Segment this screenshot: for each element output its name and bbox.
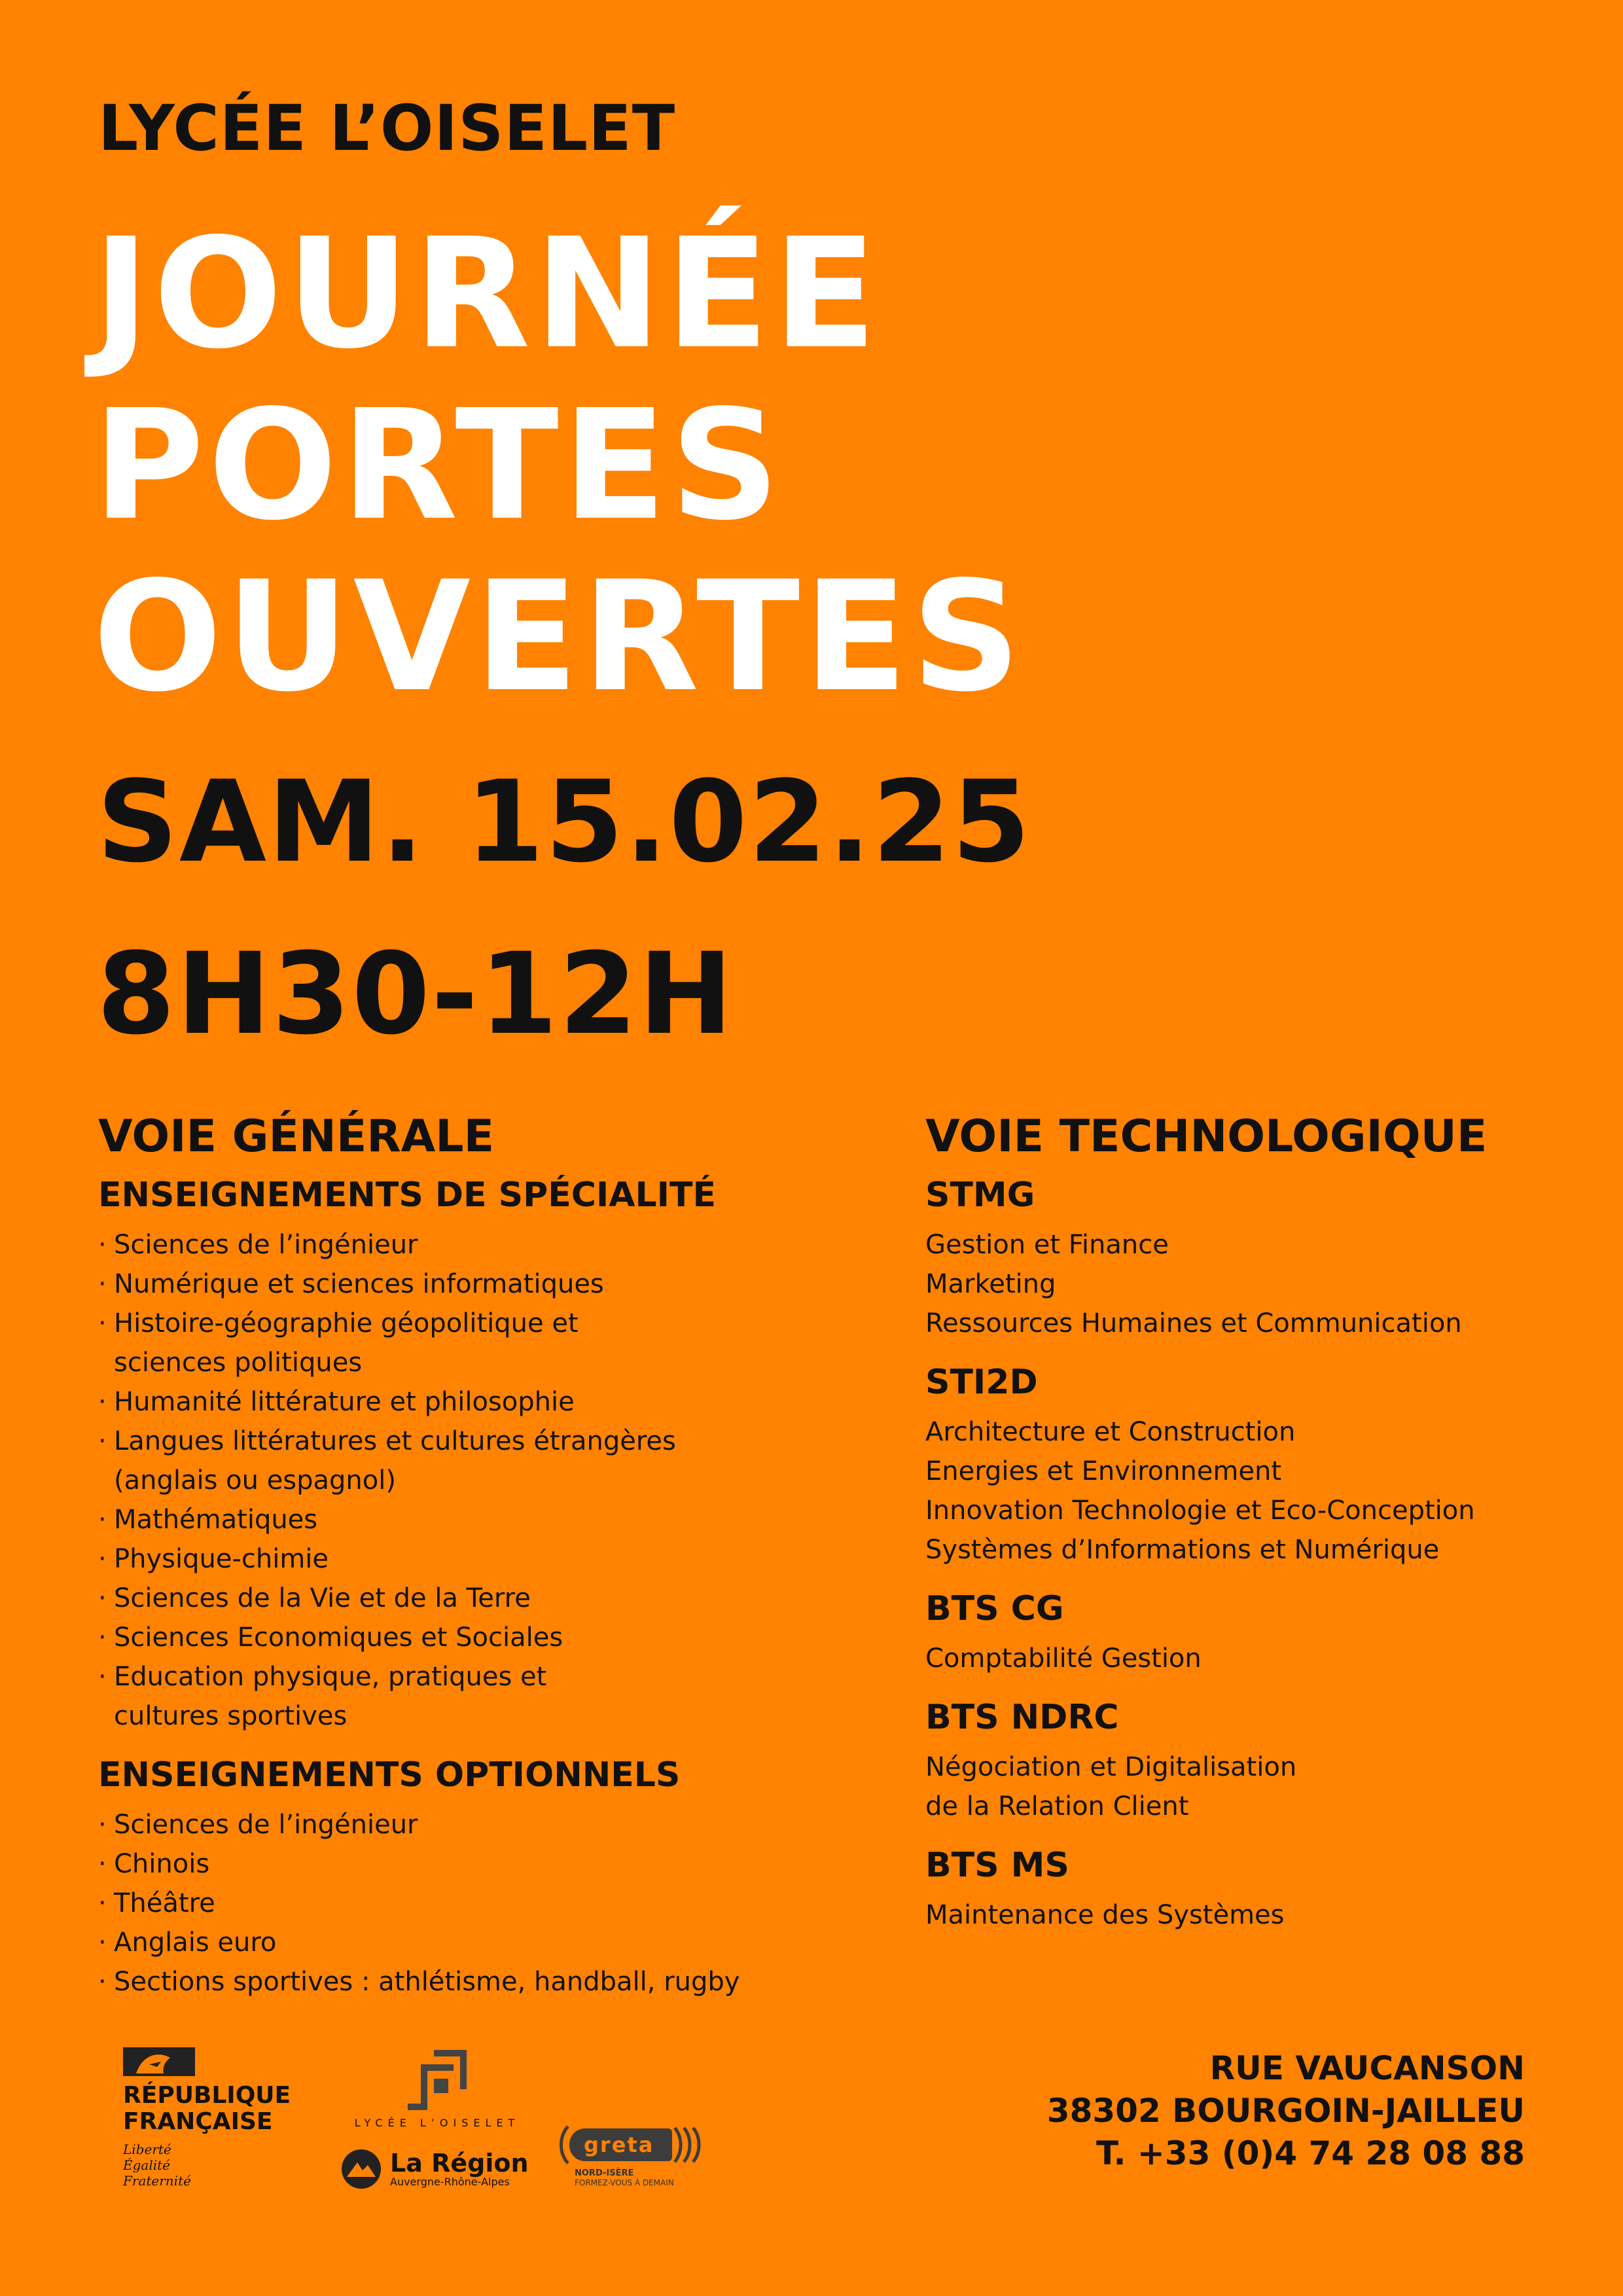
motto-line: Liberté: [123, 2142, 171, 2157]
optionnels-title: ENSEIGNEMENTS OPTIONNELS: [98, 1755, 681, 1795]
bts-ms-list: [925, 1895, 1580, 1935]
list-item: · Physique-chimie: [98, 1539, 870, 1579]
voie-technologique-title: VOIE TECHNOLOGIQUE: [925, 1111, 1488, 1162]
headline-line-3: OUVERTES: [93, 548, 1025, 725]
waves-icon: [672, 2125, 701, 2164]
headline-line-1: JOURNÉE: [93, 206, 881, 382]
greta-subtitle: NORD-ISÈRE: [575, 2168, 634, 2178]
bts-ndrc-list: [925, 1748, 1580, 1826]
stmg-list: [925, 1225, 1580, 1343]
greta-name: greta: [569, 2128, 672, 2161]
section-title-bts-ndrc: BTS NDRC: [925, 1698, 1119, 1737]
headline-line-2: PORTES: [93, 377, 784, 554]
list-item: · Théâtre: [98, 1884, 870, 1923]
list-item: · Histoire-géographie géopolitique et: [98, 1304, 870, 1343]
lycee-emblem-icon: [408, 2050, 467, 2110]
list-item: Ressources Humaines et Communication: [925, 1308, 1462, 1338]
motto-line: Fraternité: [123, 2173, 191, 2189]
list-item: Comptabilité Gestion: [925, 1643, 1202, 1674]
list-item: · Sciences de l’ingénieur: [98, 1805, 870, 1844]
lycee-logo-name: LYCÉE L’OISELET: [354, 2117, 520, 2129]
motto: [123, 2142, 291, 2189]
greta-logo: [558, 2125, 701, 2187]
region-emblem-icon: [340, 2148, 382, 2190]
event-date: SAM. 15.02.25: [97, 756, 1032, 888]
list-item: Energies et Environnement: [925, 1456, 1282, 1486]
voie-generale-column: [98, 1107, 870, 2001]
list-item-continuation: (anglais ou espagnol): [114, 1465, 396, 1496]
list-item: · Sciences de la Vie et de la Terre: [98, 1579, 870, 1618]
list-item: Marketing: [925, 1269, 1056, 1299]
address-city: 38302 BOURGOIN-JAILLEU: [1046, 2092, 1525, 2130]
list-item: · Sciences Economiques et Sociales: [98, 1618, 870, 1657]
list-item: Négociation et Digitalisation: [925, 1752, 1297, 1782]
section-title-stmg: STMG: [925, 1175, 1035, 1215]
event-headline: [93, 208, 1025, 723]
motto-line: Égalité: [123, 2157, 170, 2173]
specialites-title: ENSEIGNEMENTS DE SPÉCIALITÉ: [98, 1175, 716, 1215]
list-item: de la Relation Client: [925, 1791, 1189, 1821]
list-item: Gestion et Finance: [925, 1230, 1169, 1260]
address-phone: T. +33 (0)4 74 28 08 88: [1096, 2134, 1525, 2172]
section-title-bts-cg: BTS CG: [925, 1589, 1064, 1628]
list-item: · Mathématiques: [98, 1500, 870, 1539]
list-item-continuation: cultures sportives: [114, 1701, 348, 1731]
list-item: · Numérique et sciences informatiques: [98, 1265, 870, 1304]
school-address: [1047, 2047, 1525, 2175]
marianne-icon: [123, 2047, 195, 2076]
region-subname: Auvergne-Rhône-Alpes: [390, 2176, 510, 2188]
sti2d-list: [925, 1412, 1580, 1570]
voie-technologique-column: [925, 1107, 1580, 1935]
region-logo: [340, 2148, 529, 2190]
specialites-list: [98, 1225, 870, 1736]
lycee-logo: [339, 2050, 535, 2129]
list-item: Innovation Technologie et Eco-Conception: [925, 1496, 1475, 1526]
address-street: RUE VAUCANSON: [1209, 2049, 1525, 2087]
republique-line-2: FRANÇAISE: [123, 2108, 273, 2135]
section-title-bts-ms: BTS MS: [925, 1846, 1069, 1885]
list-item: · Education physique, pratiques et: [98, 1657, 870, 1696]
list-item: Systèmes d’Informations et Numérique: [925, 1535, 1440, 1565]
list-item: Architecture et Construction: [925, 1417, 1296, 1447]
list-item: Maintenance des Systèmes: [925, 1900, 1285, 1930]
school-name: LYCÉE L’OISELET: [98, 92, 676, 165]
republique-francaise-logo: [123, 2047, 291, 2189]
bracket-icon: [558, 2125, 569, 2164]
list-item: · Langues littératures et cultures étrangères: [98, 1422, 870, 1461]
voie-generale-title: VOIE GÉNÉRALE: [98, 1111, 495, 1162]
republique-line-1: RÉPUBLIQUE: [123, 2082, 291, 2109]
bts-cg-list: [925, 1639, 1580, 1678]
optionnels-list: [98, 1805, 870, 2001]
list-item: · Humanité littérature et philosophie: [98, 1382, 870, 1422]
region-name: La Région: [390, 2149, 529, 2178]
list-item: · Sciences de l’ingénieur: [98, 1225, 870, 1265]
event-hours: 8H30-12H: [97, 928, 734, 1060]
list-item: · Sections sportives : athlétisme, handball, rugby: [98, 1962, 870, 2001]
list-item-continuation: sciences politiques: [114, 1348, 363, 1378]
list-item: · Chinois: [98, 1844, 870, 1884]
section-title-sti2d: STI2D: [925, 1363, 1038, 1402]
greta-tagline: FORMEZ-VOUS À DEMAIN: [575, 2178, 674, 2187]
list-item: · Anglais euro: [98, 1923, 870, 1962]
